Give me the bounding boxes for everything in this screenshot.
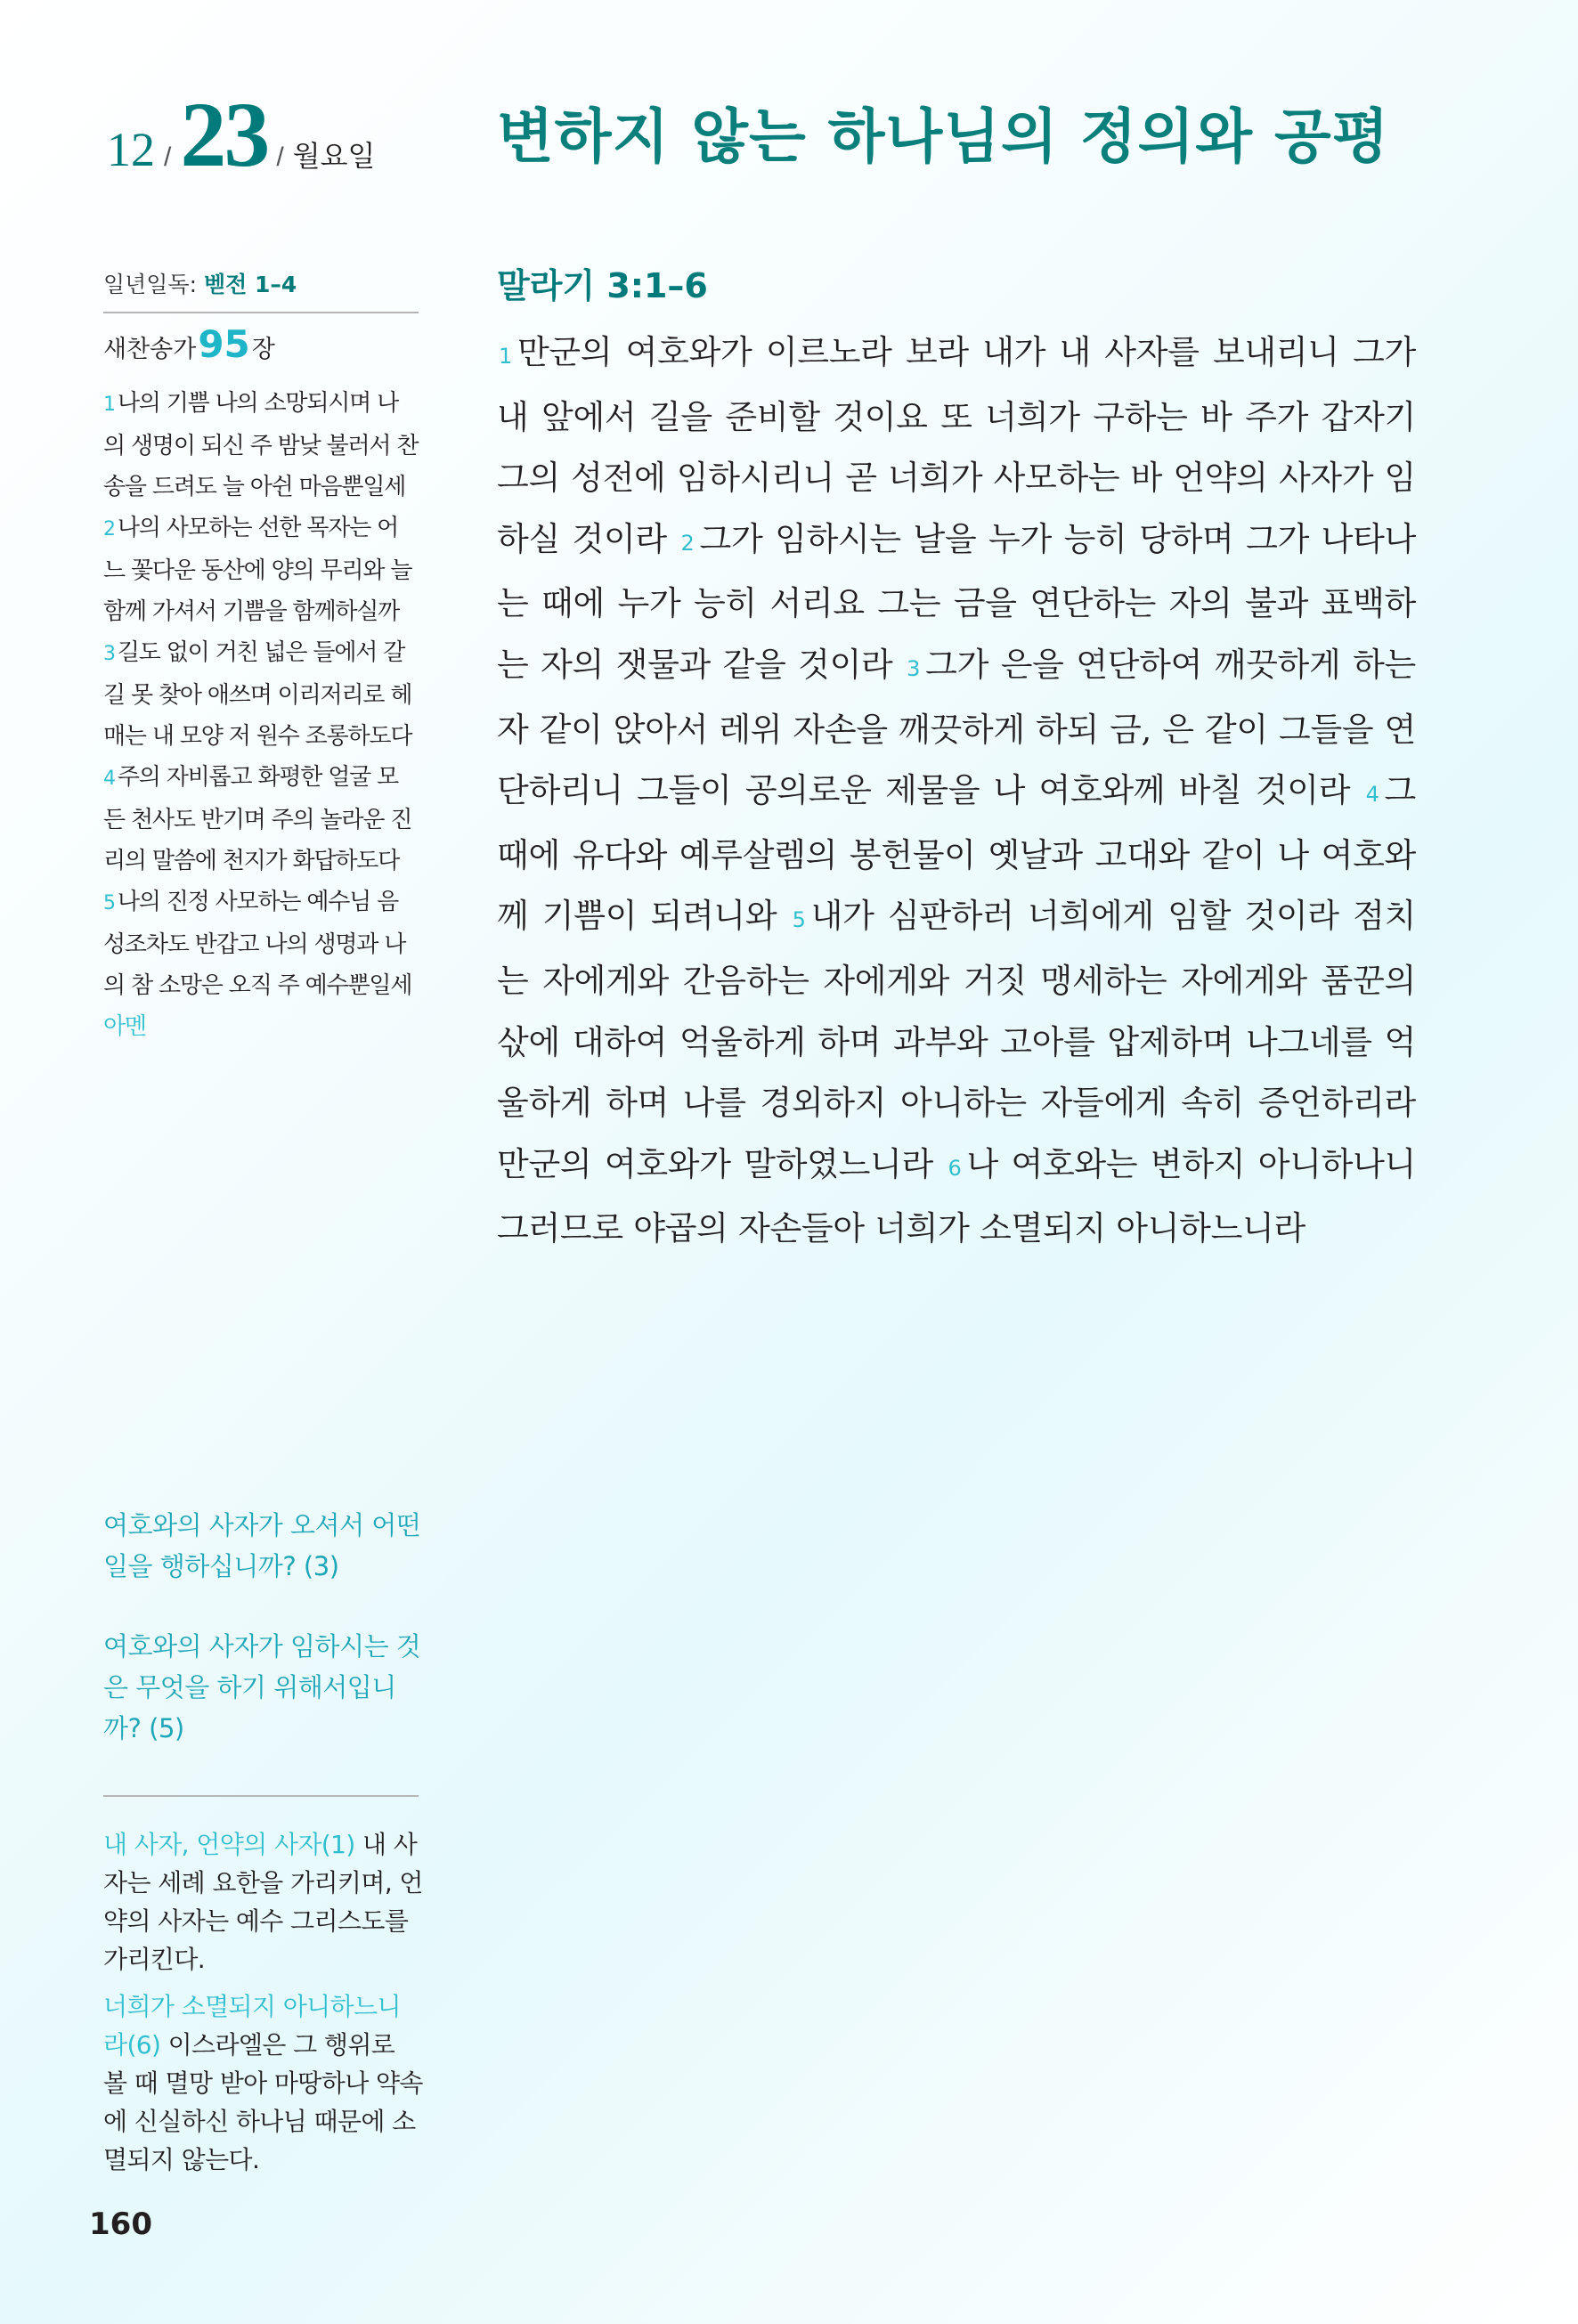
hymn-verse-number: 3	[103, 643, 115, 665]
reading-plan-label: 일년일독:	[103, 272, 198, 297]
hymn-verse-text: 나의 사모하는 선한 목자는 어느 꽃다운 동산에 양의 무리와 늘 함께 가셔서 기쁨을 함께하실까	[103, 515, 412, 625]
verse-text: 그가 은을 연단하여 깨끗하게 하는 자 같이 앉아서 레위 자손을 깨끗하게 하되 금, 은 같이 그들을 연단하리니 그들이 공의로운 제물을 나 여호와께 바칠 것이라	[497, 645, 1416, 810]
hymn-lyrics	[103, 383, 419, 1047]
scripture-reference: 말라기 3:1–6	[497, 266, 708, 305]
date-weekday: 월요일	[292, 139, 376, 173]
study-note-term: 내 사자, 언약의 사자(1)	[103, 1830, 355, 1859]
question-1: 여호와의 사자가 오셔서 어떤 일을 행하십니까? (3)	[103, 1510, 421, 1581]
hymn-verse	[103, 515, 411, 625]
hymn-suffix: 장	[251, 336, 275, 363]
hymn-verse-number: 5	[103, 892, 115, 914]
hymn-verse-number: 4	[103, 768, 115, 790]
hymn-verse-text: 나의 진정 사모하는 예수님 음성조차도 반갑고 나의 생명과 나의 참 소망은 오직 주 예수뿐일세	[103, 889, 412, 999]
question-2: 여호와의 사자가 임하시는 것은 무엇을 하기 위해서입니까? (5)	[103, 1631, 421, 1743]
verse-number: 3	[907, 655, 921, 681]
hymn-verse-text: 길도 없이 거친 넓은 들에서 갈 길 못 찾아 애쓰며 이리저리로 헤매는 내 모양 저 원수 조롱하도다	[103, 639, 412, 750]
study-note-text: 이스라엘은 그 행위로 볼 때 멸망 받아 마땅하나 약속에 신실하신 하나님 때문에 소멸되지 않는다.	[103, 2030, 423, 2174]
verse-number: 2	[680, 530, 695, 556]
hymn-prefix: 새찬송가	[103, 336, 197, 363]
date-day: 23	[180, 84, 268, 186]
page-title: 변하지 않는 하나님의 정의와 공평	[497, 102, 1390, 171]
study-note	[103, 1987, 424, 2179]
hymn-verse-number: 2	[103, 518, 115, 540]
scripture-text	[497, 322, 1416, 1260]
verse-number: 1	[499, 344, 512, 369]
verse-text: 내가 심판하러 너희에게 임할 것이라 점치는 자에게와 간음하는 자에게와 거짓 맹세하는 자에게와 품꾼의 삯에 대하여 억울하게 하며 과부와 고아를 압제하며 나그네를 억울하게 하며 나를 경외하지 아니하는 자들에게 속히 증언하리라 만군의 여호와가 말하였느니라	[497, 897, 1416, 1183]
date-month: 12	[107, 123, 155, 176]
study-notes	[103, 1825, 424, 2188]
study-note-text: 내 사자는 세례 요한을 가리키며, 언약의 사자는 예수 그리스도를 가리킨다.	[103, 1830, 423, 1974]
hymn-amen: 아멘	[103, 1013, 146, 1040]
hymn-verse	[103, 764, 411, 874]
date-separator: /	[276, 142, 284, 172]
verse-number: 5	[792, 907, 806, 933]
verse-text: 만군의 여호와가 이르노라 보라 내가 내 사자를 보내리니 그가 내 앞에서 길을 준비할 것이요 또 너희가 구하는 바 주가 갑자기 그의 성전에 임하시리니 곧 너희가 사모하는 바 언약의 사자가 임하실 것이라	[497, 333, 1416, 558]
hymn-verse-text: 나의 기쁨 나의 소망되시며 나의 생명이 되신 주 밤낮 불러서 찬송을 드려도 늘 아쉰 마음뿐일세	[103, 390, 419, 500]
study-note	[103, 1825, 424, 1979]
verse-text: 나 여호와는 변하지 아니하나니 그러므로 야곱의 자손들아 너희가 소멸되지 아니하느니라	[497, 1144, 1416, 1248]
hymn-verse	[103, 639, 411, 750]
hymn-verse-text: 주의 자비롭고 화평한 얼굴 모든 천사도 반기며 주의 놀라운 진리의 말씀에 천지가 화답하도다	[103, 764, 412, 874]
verse-text: 그 때에 유다와 예루살렘의 봉헌물이 옛날과 고대와 같이 나 여호와께 기쁨이 되려니와	[497, 771, 1416, 936]
hymn-verse-number: 1	[103, 394, 115, 416]
reading-plan-value: 벧전 1–4	[203, 272, 297, 297]
reading-plan	[103, 267, 419, 299]
verse-number: 4	[1365, 782, 1379, 808]
sidebar-divider	[103, 312, 419, 313]
verse-number: 6	[948, 1155, 962, 1181]
verse-text: 그가 임하시는 날을 누가 능히 당하며 그가 나타나는 때에 누가 능히 서리요 그는 금을 연단하는 자의 불과 표백하는 자의 잿물과 같을 것이라	[497, 519, 1416, 684]
sidebar-divider	[103, 1795, 419, 1797]
hymn-verse	[103, 889, 411, 999]
hymn-verse	[103, 390, 418, 500]
date-header	[107, 82, 376, 186]
page-number: 160	[89, 2206, 152, 2242]
hymn-number: 95	[198, 322, 250, 366]
hymn-heading	[103, 322, 419, 366]
date-separator: /	[164, 142, 172, 172]
study-note-term: 너희가 소멸되지 아니하느니라(6)	[103, 1992, 401, 2060]
